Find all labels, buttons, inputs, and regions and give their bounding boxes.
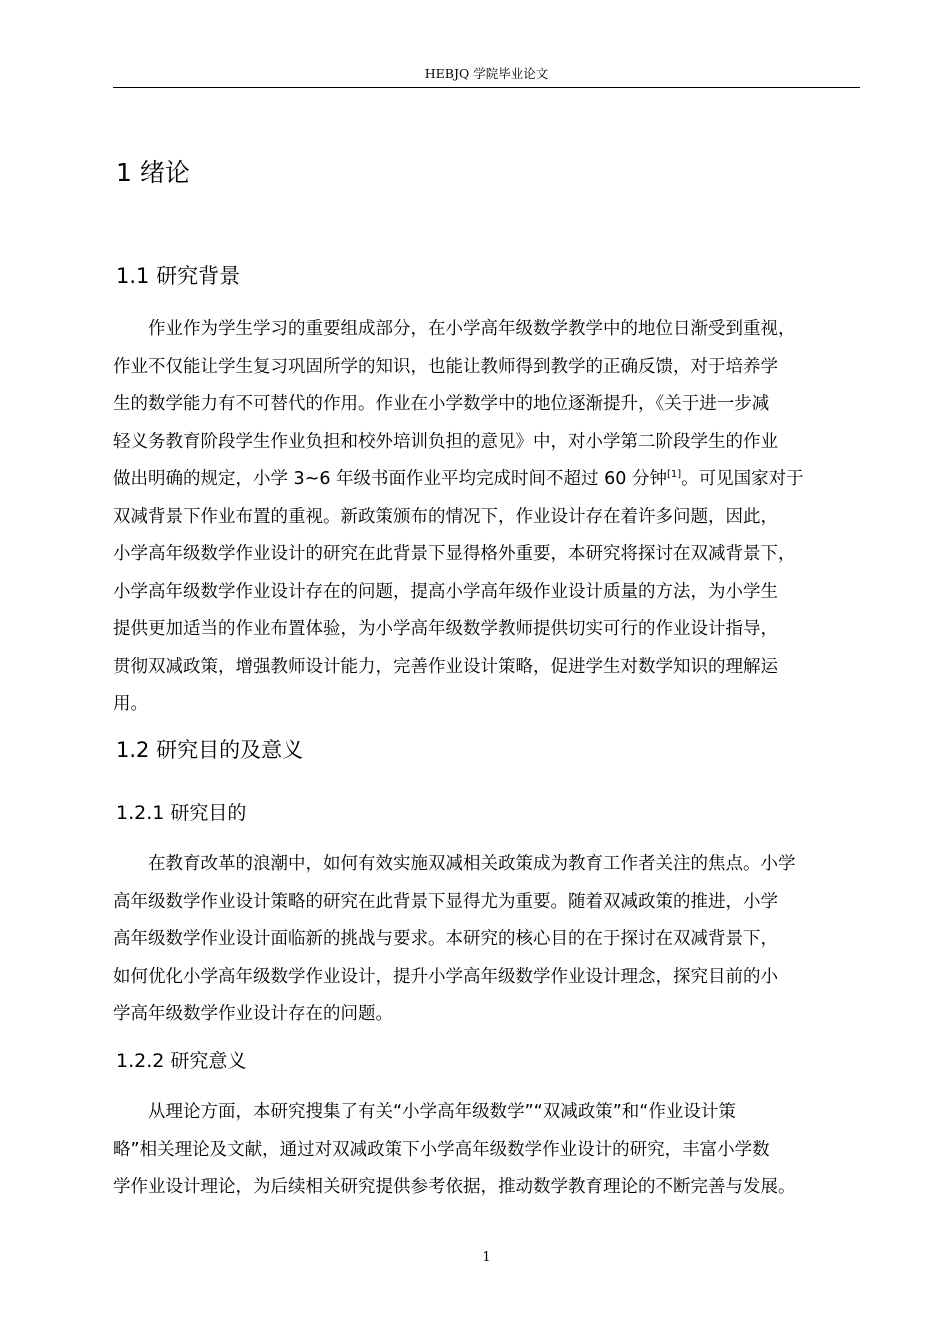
citation-marker[interactable]: [1] [666, 469, 682, 481]
text-line: 高年级数学作业设计面临新的挑战与要求。本研究的核心目的在于探讨在双减背景下， [113, 929, 778, 949]
text-line: 学作业设计理论，为后续相关研究提供参考依据，推动数学教育理论的不断完善与发展。 [113, 1177, 796, 1197]
text-line: 作业作为学生学习的重要组成部分，在小学高年级数学教学中的地位日渐受到重视， [148, 319, 796, 339]
text-line: 贯彻双减政策，增强教师设计能力，完善作业设计策略，促进学生对数学知识的理解运 [113, 656, 778, 677]
section-title-1-2: 1.2 研究目的及意义 [116, 738, 304, 762]
text-line: 用。 [113, 694, 148, 714]
text-line: 如何优化小学高年级数学作业设计，提升小学高年级数学作业设计理念，探究目前的小 [113, 966, 778, 987]
paragraph-background [113, 311, 863, 724]
subsection-title-1-2-1: 1.2.1 研究目的 [116, 802, 247, 824]
text-line: 略”相关理论及文献，通过对双减政策下小学高年级数学作业设计的研究，丰富小学数 [113, 1139, 770, 1160]
paragraph-purpose [113, 846, 863, 1034]
text-segment: 做出明确的规定，小学 3~6 年级书面作业平均完成时间不超过 60 分钟 [113, 469, 667, 489]
subsection-title-1-2-2: 1.2.2 研究意义 [116, 1050, 247, 1072]
running-header: HEBJQ 学院毕业论文 [424, 66, 549, 81]
text-line: 作业不仅能让学生复习巩固所学的知识，也能让教师得到教学的正确反馈，对于培养学 [113, 356, 778, 377]
text-line: 高年级数学作业设计策略的研究在此背景下显得尤为重要。随着双减政策的推进，小学 [113, 891, 778, 912]
header-divider [113, 87, 860, 88]
text-line-with-citation [113, 461, 863, 499]
text-line: 小学高年级数学作业设计存在的问题，提高小学高年级作业设计质量的方法，为小学生 [113, 581, 778, 602]
text-line: 提供更加适当的作业布置体验，为小学高年级数学教师提供切实可行的作业设计指导， [113, 619, 778, 639]
page-number: 1 [482, 1250, 491, 1265]
chapter-title: 1 绪论 [116, 158, 190, 187]
text-line: 双减背景下作业布置的重视。新政策颁布的情况下，作业设计存在着许多问题，因此， [113, 506, 778, 527]
text-line: 小学高年级数学作业设计的研究在此背景下显得格外重要，本研究将探讨在双减背景下， [113, 544, 796, 564]
text-line: 从理论方面，本研究搜集了有关“小学高年级数学”“双减政策”和“作业设计策 [148, 1102, 736, 1122]
text-line: 生的数学能力有不可替代的作用。作业在小学数学中的地位逐渐提升，《关于进一步减 [113, 394, 770, 414]
text-segment: 。可见国家对于 [681, 469, 804, 489]
text-line: 轻义务教育阶段学生作业负担和校外培训负担的意见》中，对小学第二阶段学生的作业 [113, 431, 778, 452]
section-title-1-1: 1.1 研究背景 [116, 264, 241, 288]
text-line: 学高年级数学作业设计存在的问题。 [113, 1004, 393, 1024]
text-line: 在教育改革的浪潮中，如何有效实施双减相关政策成为教育工作者关注的焦点。小学 [148, 854, 796, 874]
paragraph-significance [113, 1094, 863, 1207]
